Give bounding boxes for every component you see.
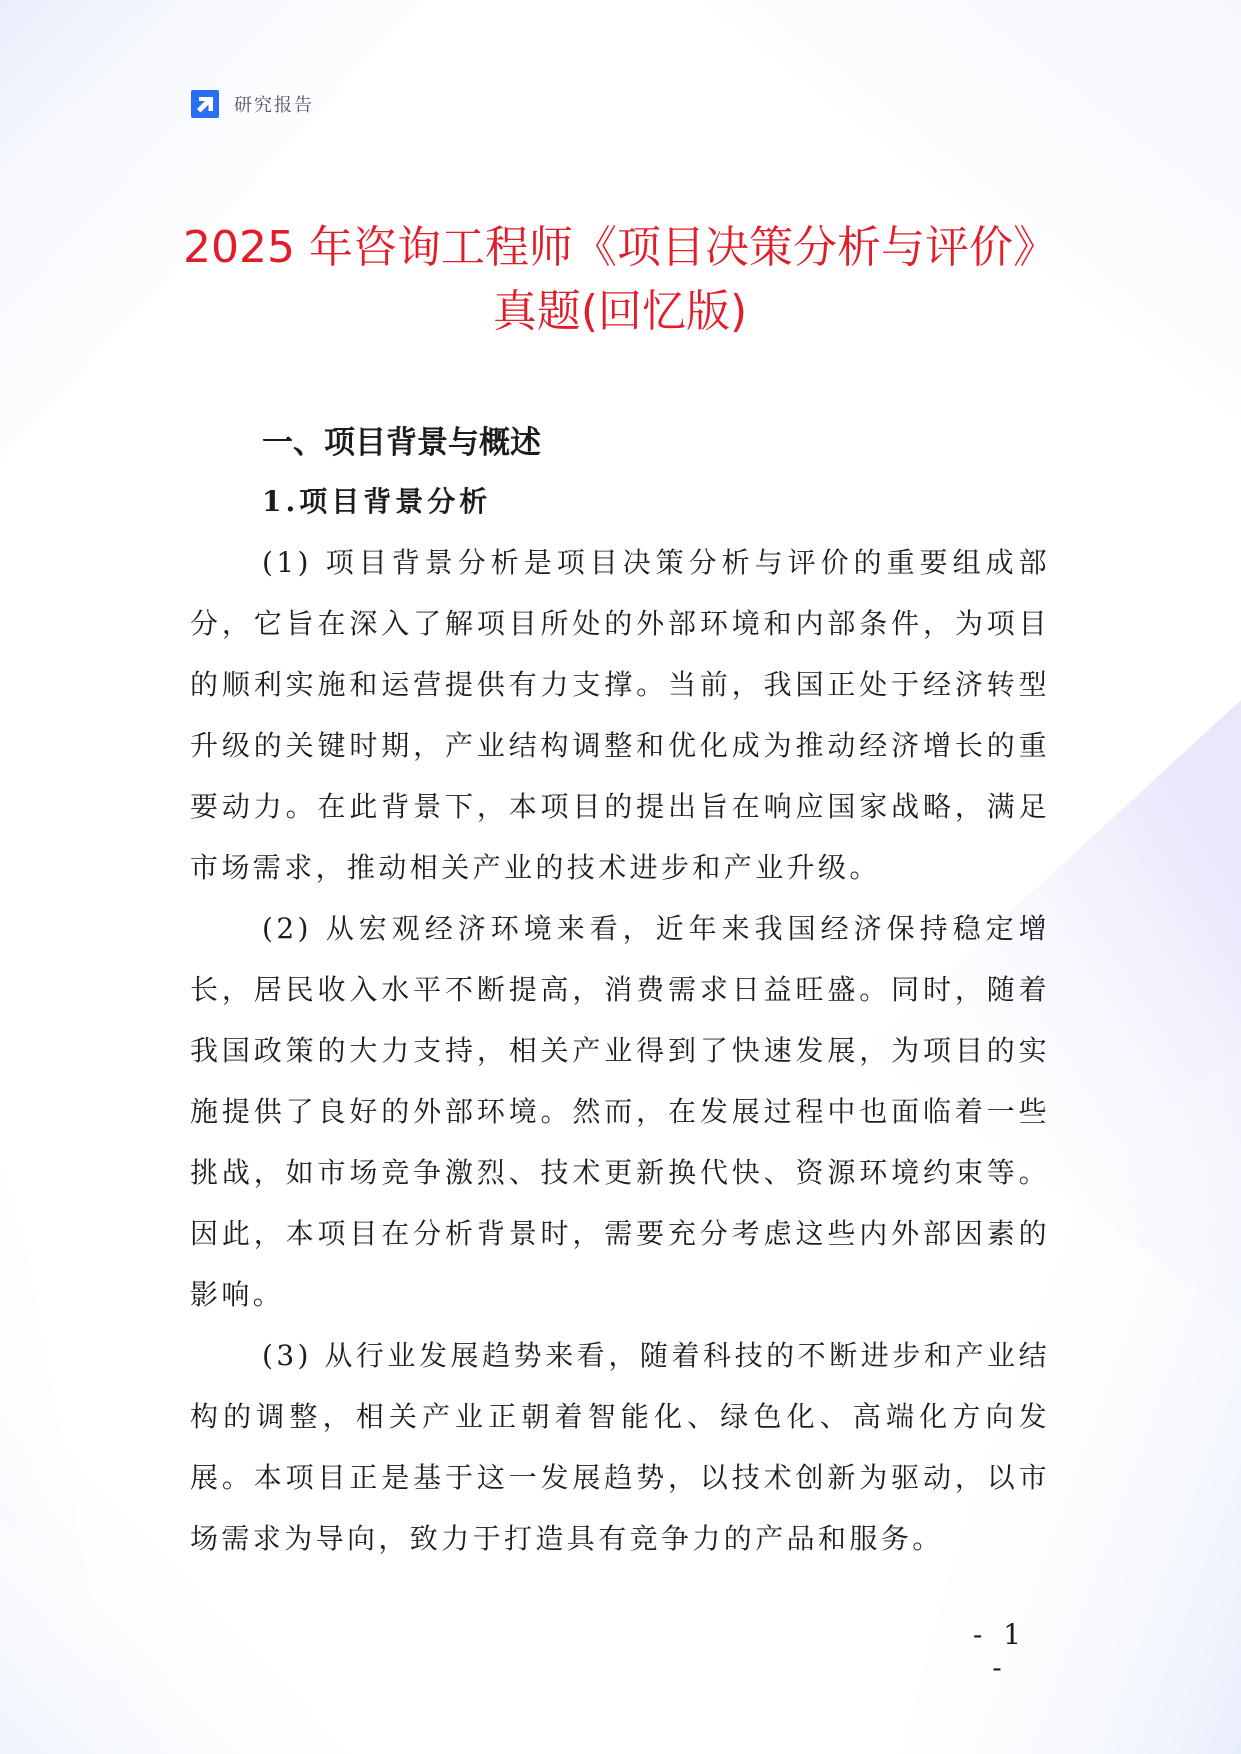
report-logo [188, 86, 314, 122]
sub-heading: 1.项目背景分析 [262, 485, 492, 518]
logo-text: 研究报告 [234, 95, 314, 116]
arrow-up-right-icon [188, 87, 222, 121]
paragraph-1: (1) 项目背景分析是项目决策分析与评价的重要组成部分，它旨在深入了解项目所处的外部环境和内部条件，为项目的顺利实施和运营提供有力支撑。当前，我国正处于经济转型升级的关键时期，产业结构调整和优化成为推动经济增长的重要动力。在此背景下，本项目的提出旨在响应国家战略，满足市场需求，推动相关产业的技术进步和产业升级。 [190, 546, 1050, 884]
document-body [190, 414, 1050, 1569]
paragraph-2: (2) 从宏观经济环境来看，近年来我国经济保持稳定增长，居民收入水平不断提高，消费需求日益旺盛。同时，随着我国政策的大力支持，相关产业得到了快速发展，为项目的实施提供了良好的外部环境。然而，在发展过程中也面临着一些挑战，如市场竞争激烈、技术更新换代快、资源环境约束等。因此，本项目在分析背景时，需要充分考虑这些内外部因素的影响。 [190, 912, 1050, 1311]
page-number: - 1 - [972, 1618, 1028, 1684]
paragraph-3: (3) 从行业发展趋势来看，随着科技的不断进步和产业结构的调整，相关产业正朝着智能化、绿色化、高端化方向发展。本项目正是基于这一发展趋势，以技术创新为驱动，以市场需求为导向，致力于打造具有竞争力的产品和服务。 [190, 1339, 1050, 1555]
document-title-line-2: 真题(回忆版) [492, 286, 748, 337]
section-heading: 一、项目背景与概述 [262, 425, 541, 461]
document-title [120, 216, 1120, 344]
document-title-line-1: 2025 年咨询工程师《项目决策分析与评价》 [183, 222, 1057, 273]
